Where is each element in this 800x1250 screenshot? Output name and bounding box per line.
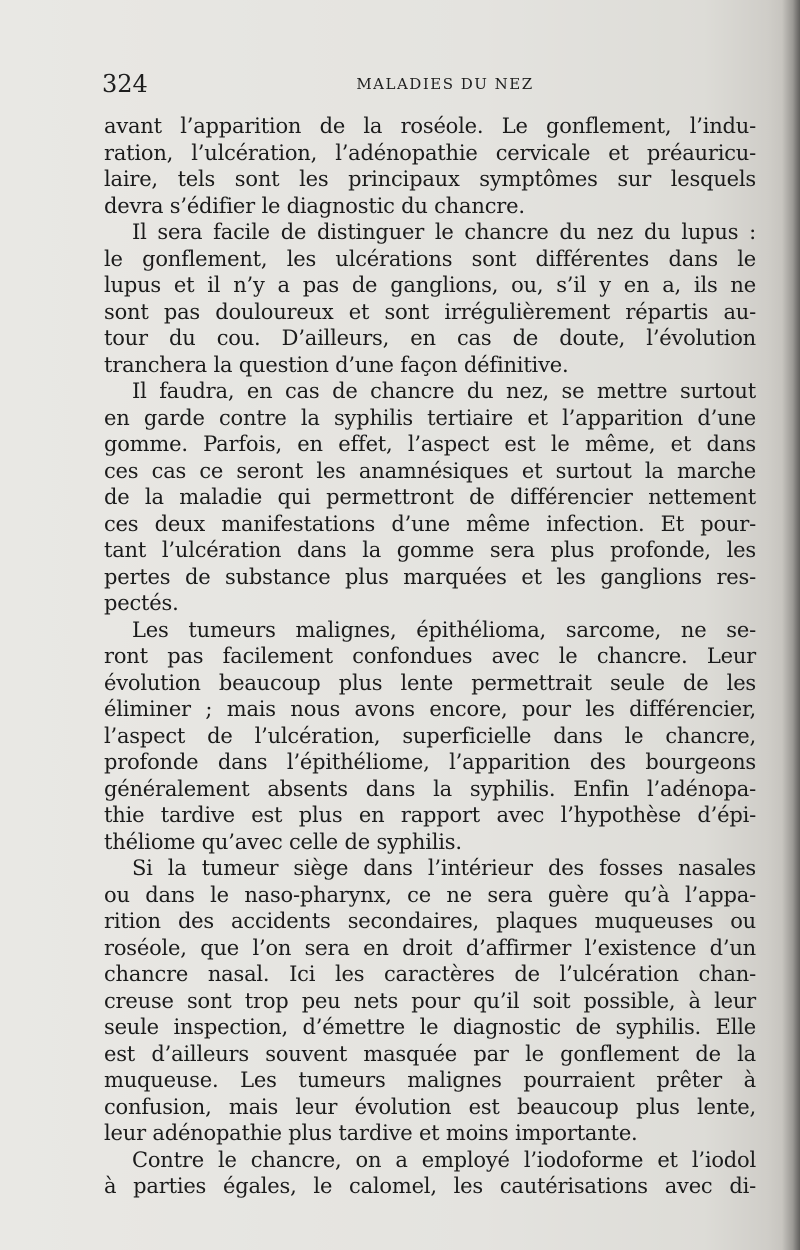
text-line: sont pas douloureux et sont irrégulièrement répartis au-	[104, 299, 756, 324]
text-line: théliome qu’avec celle de syphilis.	[104, 829, 462, 854]
running-head-title: MALADIES DU NEZ	[356, 75, 534, 93]
text-line: Si la tumeur siège dans l’intérieur des fosses nasales	[132, 856, 756, 880]
text-line: tant l’ulcération dans la gomme sera plus profonde, les	[104, 538, 756, 562]
text-line: éliminer ; mais nous avons encore, pour les différencier,	[104, 697, 756, 721]
text-line: est d’ailleurs souvent masquée par le gonflement de la	[104, 1041, 756, 1066]
text-line: Il sera facile de distinguer le chancre du nez du lupus :	[132, 220, 756, 244]
text-line: profonde dans l’épithéliome, l’apparition des bourgeons	[104, 750, 756, 774]
text-line: Contre le chancre, on a employé l’iodoforme et l’iodol	[132, 1147, 756, 1172]
text-line: avant l’apparition de la roséole. Le gonflement, l’indu-	[104, 114, 756, 138]
text-line: généralement absents dans la syphilis. Enfin l’adénopa-	[104, 776, 756, 801]
text-line: rition des accidents secondaires, plaques muqueuses ou	[104, 909, 756, 933]
text-line: lupus et il n’y a pas de ganglions, ou, s’il y en a, ils ne	[104, 273, 756, 297]
margin-mark	[2, 168, 12, 184]
text-line: de la maladie qui permettront de différencier nettement	[104, 485, 756, 509]
text-line: laire, tels sont les principaux symptômes sur lesquels	[104, 167, 756, 191]
text-line: devra s’édifier le diagnostic du chancre.	[104, 193, 525, 218]
text-line: seule inspection, d’émettre le diagnostic de syphilis. Elle	[104, 1015, 756, 1039]
text-line: à parties égales, le calomel, les cautérisations avec di-	[104, 1174, 756, 1198]
text-line: ces deux manifestations d’une même infection. Et pour-	[104, 511, 756, 536]
text-line: thie tardive est plus en rapport avec l’hypothèse d’épi-	[104, 803, 756, 827]
running-head	[102, 68, 758, 100]
text-line: évolution beaucoup plus lente permettrait seule de les	[104, 670, 756, 695]
text-line: Les tumeurs malignes, épithélioma, sarcome, ne se-	[132, 617, 756, 642]
text-line: le gonflement, les ulcérations sont différentes dans le	[104, 246, 756, 271]
body-text	[104, 113, 756, 1200]
binding-shadow	[782, 0, 800, 1250]
text-line: tour du cou. D’ailleurs, en cas de doute, l’évolution	[104, 326, 756, 350]
text-line: roséole, que l’on sera en droit d’affirmer l’existence d’un	[104, 935, 756, 960]
text-line: pectés.	[104, 591, 179, 615]
text-line: confusion, mais leur évolution est beaucoup plus lente,	[104, 1094, 756, 1119]
text-line: Il faudra, en cas de chancre du nez, se mettre surtout	[132, 379, 756, 403]
text-line: ou dans le naso-pharynx, ce ne sera guère qu’à l’appa-	[104, 882, 756, 907]
page-number: 324	[102, 70, 148, 98]
text-line: leur adénopathie plus tardive et moins importante.	[104, 1121, 638, 1145]
text-line: ront pas facilement confondues avec le chancre. Leur	[104, 644, 756, 668]
text-line: muqueuse. Les tumeurs malignes pourraient prêter à	[104, 1068, 756, 1092]
text-line: gomme. Parfois, en effet, l’aspect est le même, et dans	[104, 432, 756, 456]
text-line: ces cas ce seront les anamnésiques et surtout la marche	[104, 458, 756, 483]
text-line: en garde contre la syphilis tertiaire et l’apparition d’une	[104, 405, 756, 430]
text-line: creuse sont trop peu nets pour qu’il soit possible, à leur	[104, 988, 756, 1013]
text-line: chancre nasal. Ici les caractères de l’ulcération chan-	[104, 962, 756, 986]
text-line: tranchera la question d’une façon définitive.	[104, 352, 569, 377]
text-line: l’aspect de l’ulcération, superficielle dans le chancre,	[104, 723, 756, 748]
text-line: pertes de substance plus marquées et les ganglions res-	[104, 564, 756, 589]
text-line: ration, l’ulcération, l’adénopathie cervicale et préauricu-	[104, 140, 756, 165]
